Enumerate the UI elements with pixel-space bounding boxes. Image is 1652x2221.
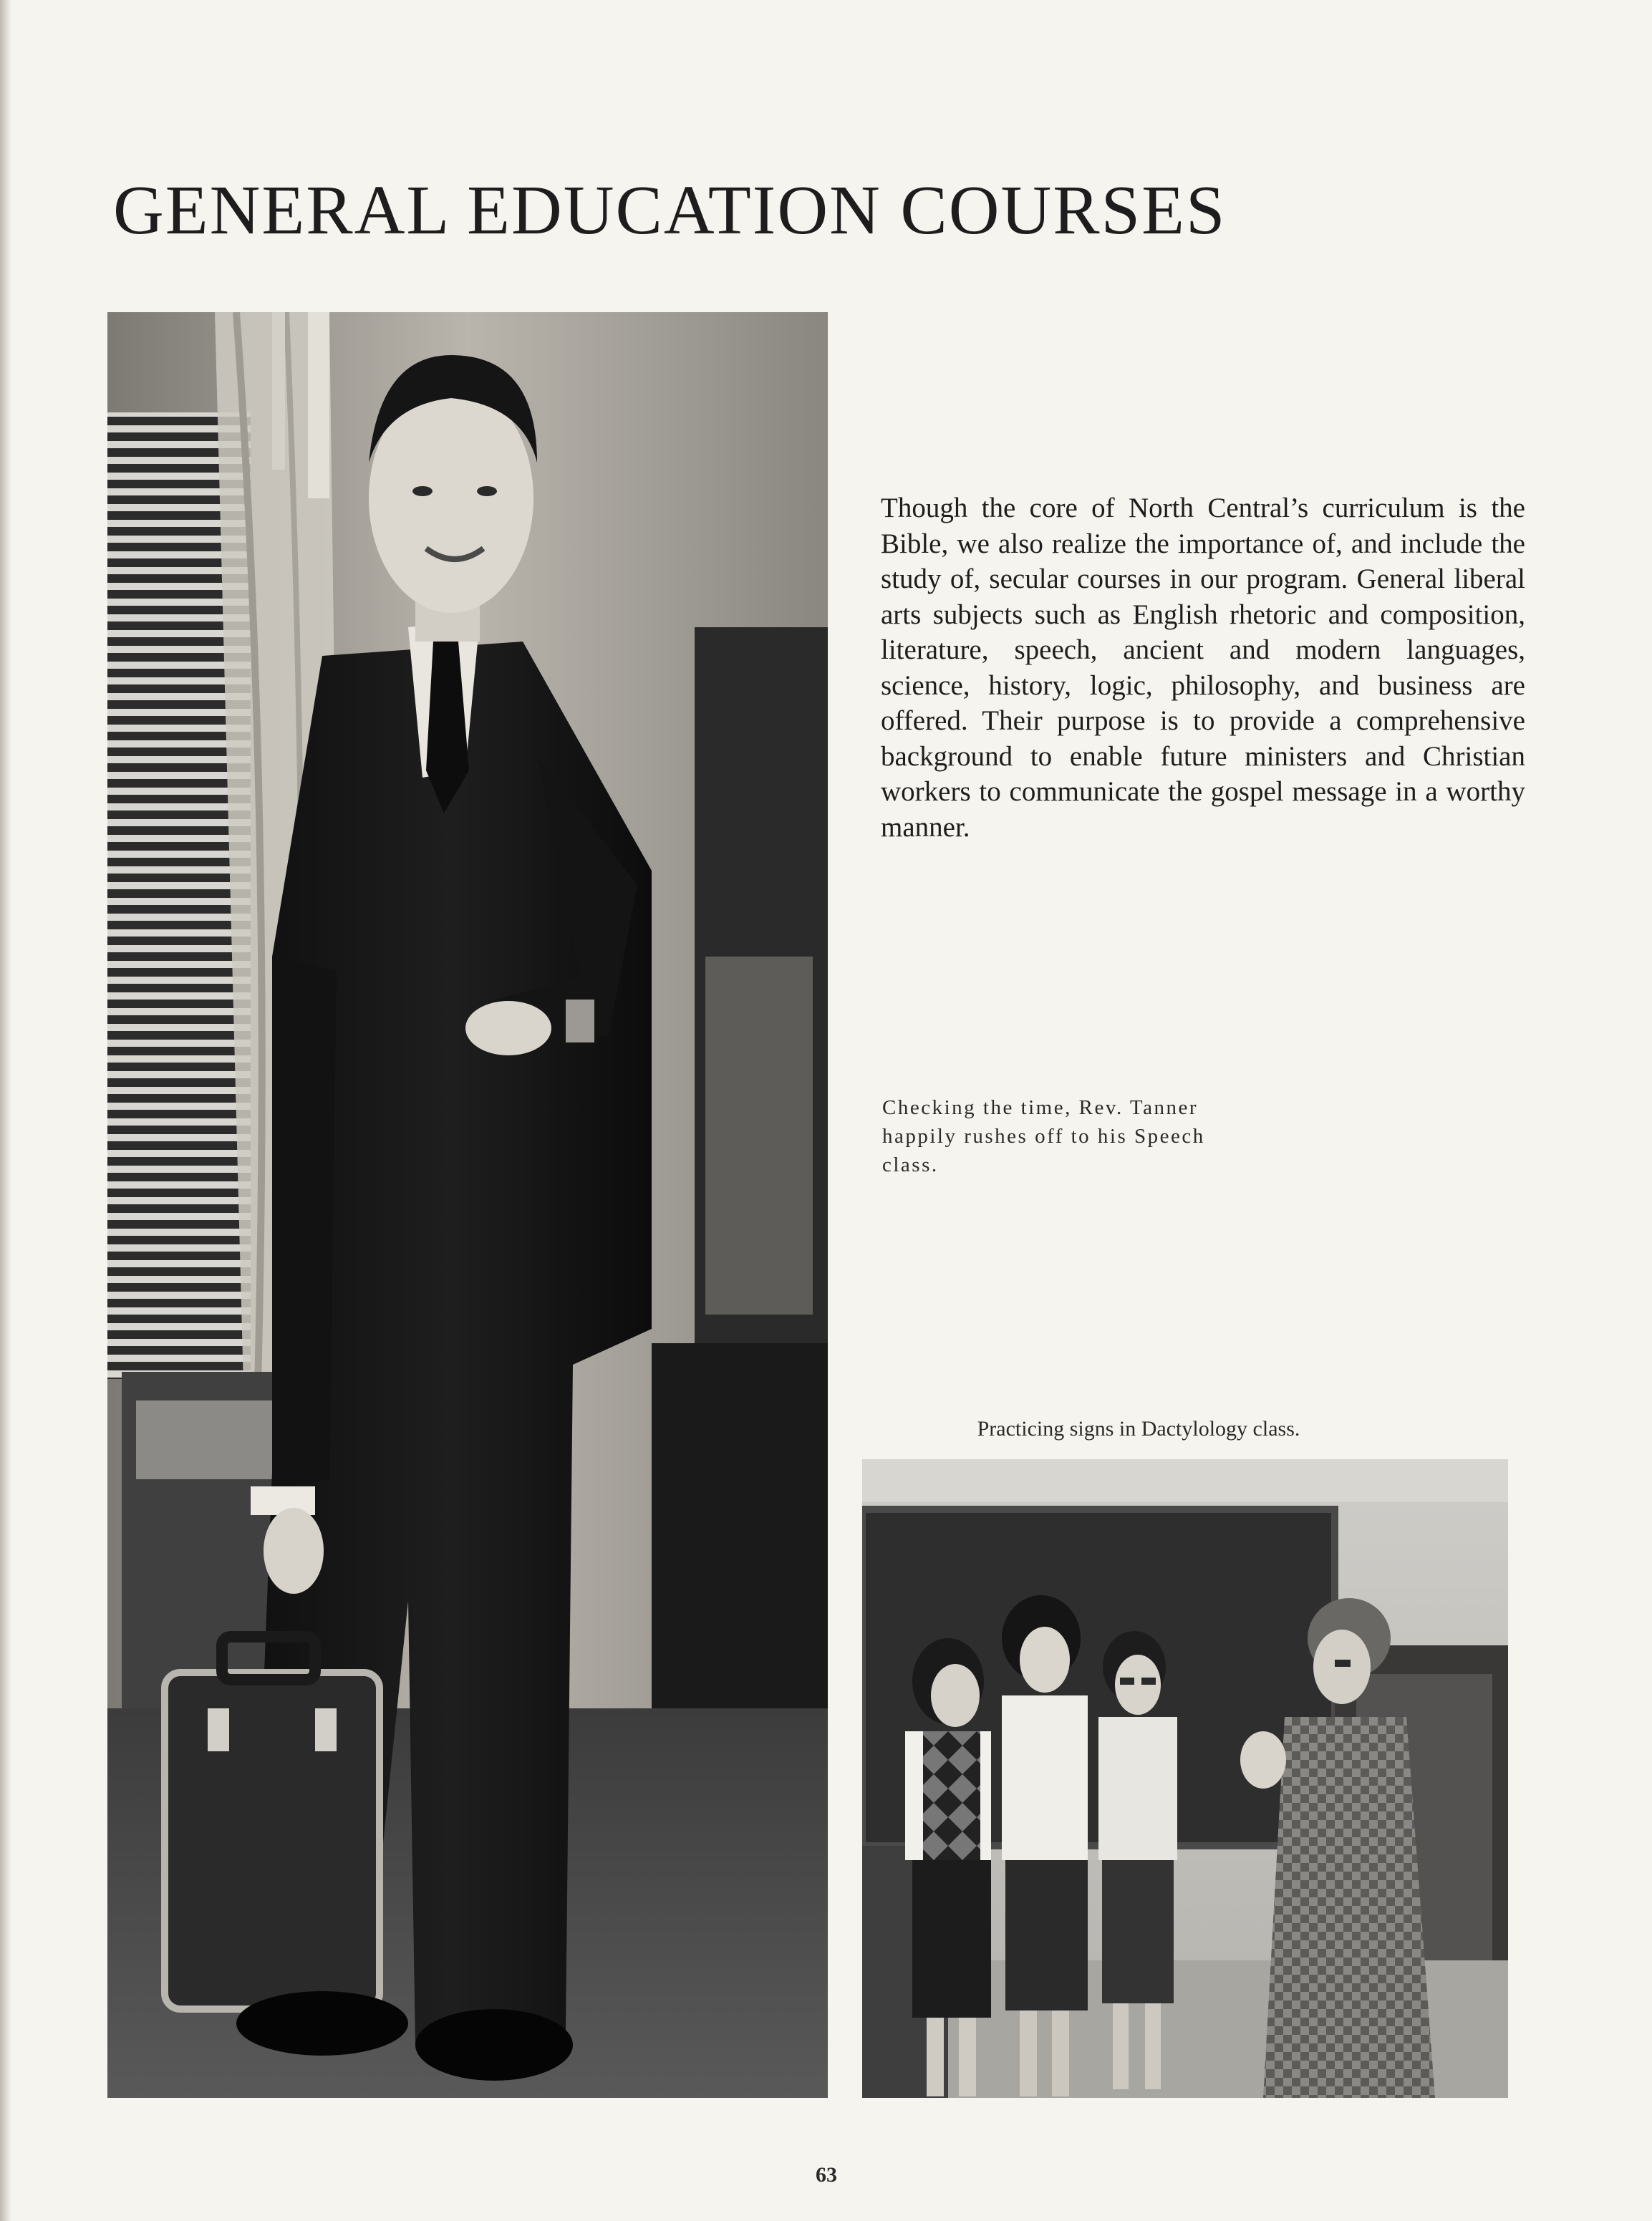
photo-class-signing-icon bbox=[862, 1459, 1508, 2098]
page-edge-shadow bbox=[0, 0, 11, 2221]
photo-man-with-briefcase bbox=[107, 312, 828, 2098]
photo-man-with-briefcase-icon bbox=[107, 312, 828, 2098]
caption-rev-tanner: Checking the time, Rev. Tanner happily rushes off to his Speech class. bbox=[882, 1096, 1205, 1176]
body-paragraph: Though the core of North Central’s curriculum is the Bible, we also realize the importance of, and include the study of, secular courses in our program. General liberal arts subjects such as English rhetoric and composition, literature, speech, ancient and modern languages, science, history, logic, philosophy, and business are offered. Their purpose is to provide a comprehensive background to enable future ministers and Christian workers to communicate the gospel message in a worthy manner. bbox=[881, 493, 1525, 843]
caption-dactylology: Practicing signs in Dactylology class. bbox=[977, 1417, 1300, 1441]
page-number: 63 bbox=[816, 2163, 837, 2187]
page-title: GENERAL EDUCATION COURSES bbox=[113, 171, 1227, 249]
photo-class-signing bbox=[862, 1459, 1508, 2098]
